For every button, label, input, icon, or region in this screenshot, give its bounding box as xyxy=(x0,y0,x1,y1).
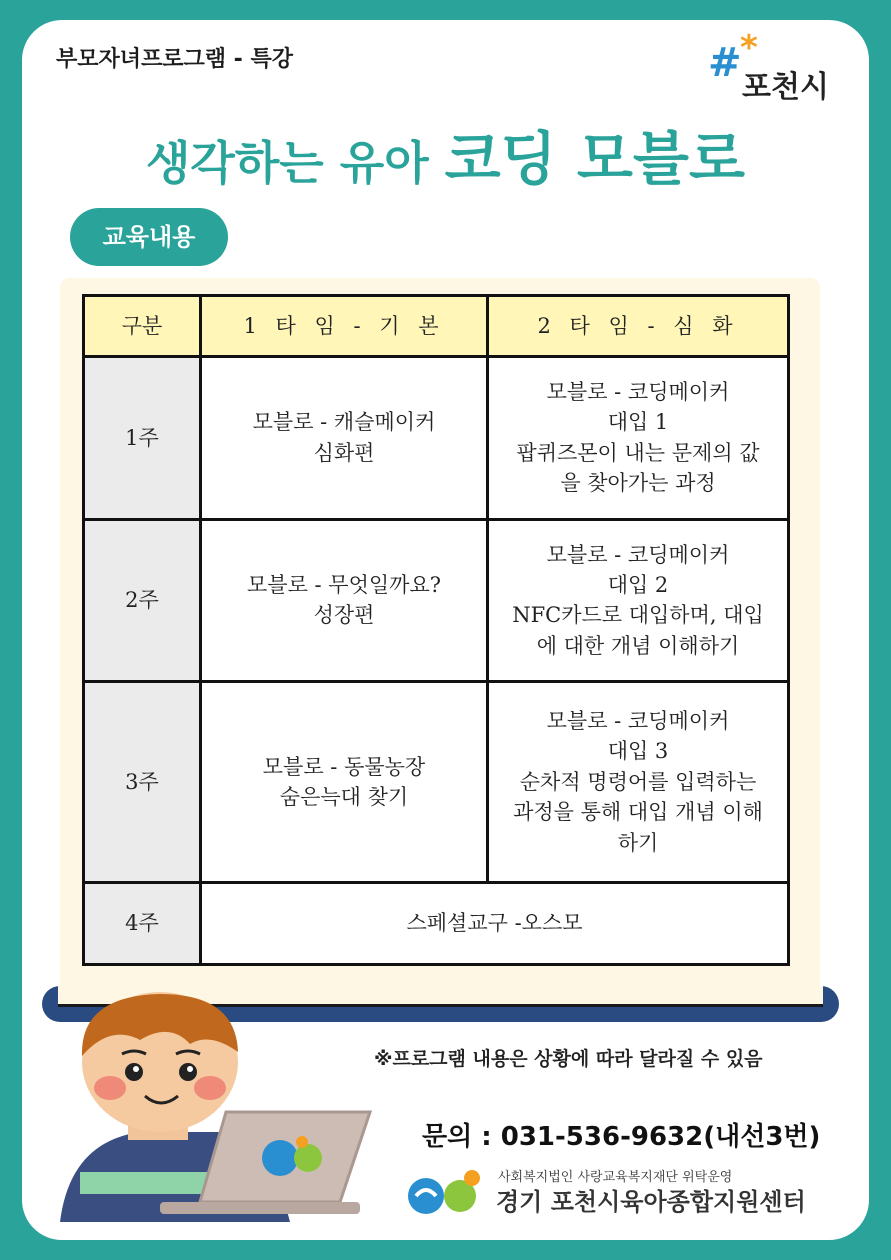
notice-text: ※프로그램 내용은 상황에 따라 달라질 수 있음 xyxy=(374,1048,763,1070)
header-category: 구분 xyxy=(84,296,201,357)
section-label-pill: 교육내용 xyxy=(70,208,228,266)
week-cell: 2주 xyxy=(84,519,201,681)
merged-cell: 스페셜교구 -오스모 xyxy=(201,882,789,964)
cell-line: 모블로 - 코딩메이커 xyxy=(546,708,730,733)
logo-city-name: 포천시 xyxy=(742,70,829,105)
title-part2: 코딩 모블로 xyxy=(444,125,745,193)
logo-hash-mark: # xyxy=(708,40,742,86)
table-row-week4 xyxy=(84,882,789,964)
week-cell: 1주 xyxy=(84,357,201,519)
cell-line: 모블로 - 동물농장 xyxy=(262,754,426,779)
curriculum-table xyxy=(82,294,790,966)
logo-star-mark: * xyxy=(740,28,758,68)
org-logo-icon xyxy=(404,1166,492,1218)
basic-cell xyxy=(201,519,488,681)
table-row-week3 xyxy=(84,682,789,883)
cell-line: 을 찾아가는 과정 xyxy=(560,471,716,496)
table-row-week2 xyxy=(84,519,789,681)
cell-line: 모블로 - 코딩메이커 xyxy=(546,380,730,405)
advanced-cell xyxy=(488,519,789,681)
page-title xyxy=(22,112,869,196)
child-with-laptop-illustration xyxy=(40,992,380,1222)
cell-line: 모블로 - 캐슬메이커 xyxy=(252,410,436,435)
cell-line: 심화편 xyxy=(313,440,375,465)
week-cell: 4주 xyxy=(84,882,201,964)
week-cell: 3주 xyxy=(84,682,201,883)
cell-line: 성장편 xyxy=(313,603,375,628)
basic-cell xyxy=(201,682,488,883)
cell-line: 하기 xyxy=(617,830,659,855)
poster-card xyxy=(22,20,869,1240)
basic-cell xyxy=(201,357,488,519)
title-part1: 생각하는 유아 xyxy=(146,136,445,190)
cell-line: NFC카드로 대입하며, 대입 xyxy=(512,603,764,628)
contact-phone: 문의 : 031-536-9632(내선3번) xyxy=(422,1122,821,1152)
cell-line: 팝퀴즈몬이 내는 문제의 값 xyxy=(516,440,760,465)
header-advanced: 2 타 임 - 심 화 xyxy=(488,296,789,357)
program-label: 부모자녀프로그램 - 특강 xyxy=(56,47,293,72)
cell-line: 숨은늑대 찾기 xyxy=(279,784,409,809)
pocheon-city-logo xyxy=(702,28,832,105)
org-name: 경기 포천시육아종합지원센터 xyxy=(496,1188,806,1216)
cell-line: 과정을 통해 대입 개념 이해 xyxy=(513,800,763,825)
advanced-cell xyxy=(488,357,789,519)
table-header-row xyxy=(84,296,789,357)
cell-line: 대입 3 xyxy=(607,739,669,764)
cell-line: 대입 1 xyxy=(607,410,669,435)
cell-line: 대입 2 xyxy=(607,572,669,597)
cell-line: 에 대한 개념 이해하기 xyxy=(536,633,740,658)
advanced-cell xyxy=(488,682,789,883)
header-basic: 1 타 임 - 기 본 xyxy=(201,296,488,357)
cell-line: 모블로 - 무엇일까요? xyxy=(247,572,441,597)
cell-line: 모블로 - 코딩메이커 xyxy=(546,542,730,567)
org-subtitle: 사회복지법인 사랑교육복지재단 위탁운영 xyxy=(498,1170,733,1185)
table-row-week1 xyxy=(84,357,789,519)
cell-line: 순차적 명령어를 입력하는 xyxy=(519,769,757,794)
